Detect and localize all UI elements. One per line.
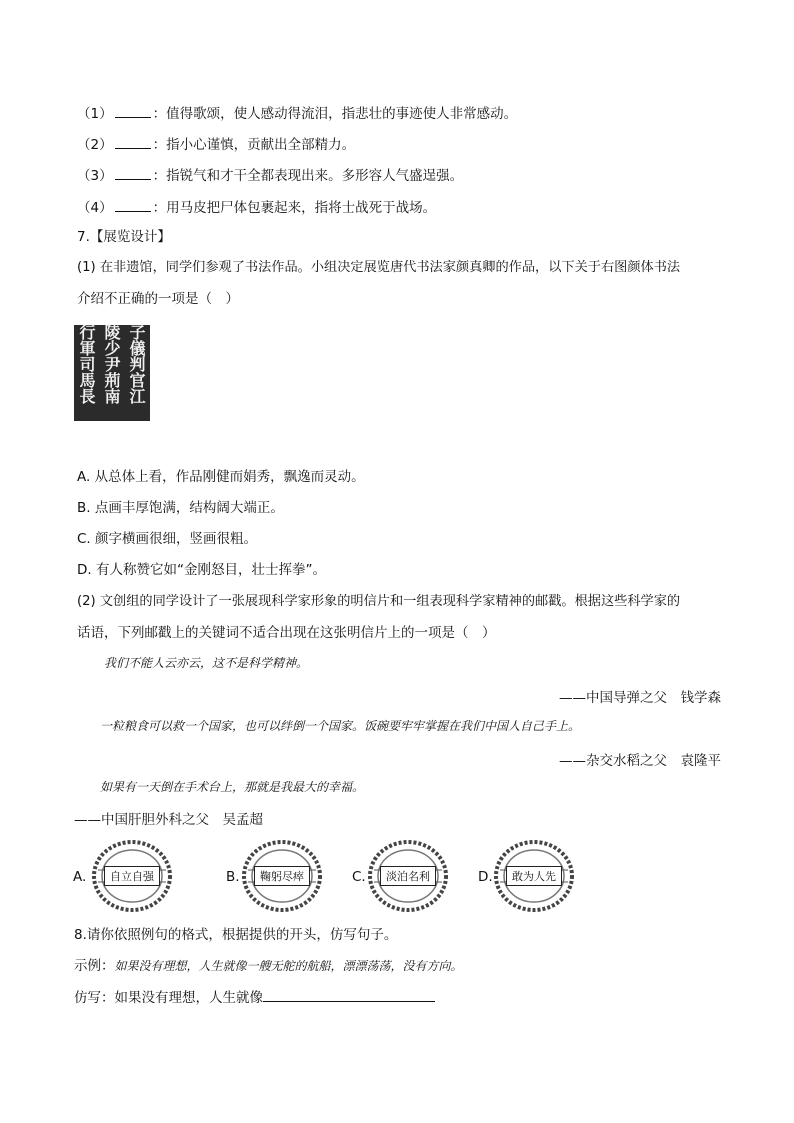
quote-3-source: ——中国肝胆外科之父 吴孟超 xyxy=(74,812,263,828)
stamp-keyword: 自立自强 xyxy=(104,866,160,886)
postmark-stamp-a[interactable] xyxy=(90,838,174,914)
answer-blank[interactable] xyxy=(115,197,151,212)
calligraphy-image: 子 儀 判 官 江 陵 少 尹 荊 南 行 軍 司 馬 長 xyxy=(74,325,150,421)
stamp-keyword: 敢为人先 xyxy=(506,866,562,886)
quote-1: 我们不能人云亦云，这不是科学精神。 xyxy=(104,656,309,670)
stamp-b-label: B. xyxy=(226,869,240,885)
stamp-d-label: D. xyxy=(478,869,493,885)
quote-2-source: ——杂交水稻之父 袁隆平 xyxy=(559,753,721,769)
postmark-stamp-d[interactable] xyxy=(492,838,576,914)
answer-blank[interactable] xyxy=(115,103,151,118)
q7-part2-line2: 话语，下列邮戳上的关键词不适合出现在这张明信片上的一项是（ ） xyxy=(77,625,496,641)
stamp-keyword: 淡泊名利 xyxy=(380,866,436,886)
postmark-stamp-b[interactable] xyxy=(240,838,324,914)
q7-part1-line1: (1) 在非遗馆，同学们参观了书法作品。小组决定展览唐代书法家颜真卿的作品，以下关于右图颜体书法 xyxy=(77,260,681,275)
definition-1: （1） ：值得歌颂，使人感动得流泪，指悲壮的事迹使人非常感动。 xyxy=(77,103,517,124)
definition-4: （4） ：用马皮把尸体包裹起来，指将士战死于战场。 xyxy=(77,197,436,218)
q7-part2-line1: (2) 文创组的同学设计了一张展现科学家形象的明信片和一组表现科学家精神的邮戳。根据这些科学家的 xyxy=(77,594,681,609)
q7-option-a: A. 从总体上看，作品刚健而娟秀，飘逸而灵动。 xyxy=(77,469,365,485)
stamp-a-label: A. xyxy=(73,869,87,885)
q7-option-d: D. 有人称赞它如“金刚怒目，壮士挥拳”。 xyxy=(77,562,326,578)
answer-blank[interactable] xyxy=(263,987,435,1002)
q7-option-b: B. 点画丰厚饱满，结构阔大端正。 xyxy=(77,500,284,516)
question-7-title: 7.【展览设计】 xyxy=(77,229,171,245)
stamp-c-label: C. xyxy=(352,869,366,885)
answer-blank[interactable] xyxy=(115,134,151,149)
answer-blank[interactable] xyxy=(115,165,151,180)
q7-option-c: C. 颜字横画很细，竖画很粗。 xyxy=(77,531,258,547)
quote-3: 如果有一天倒在手术台上，那就是我最大的幸福。 xyxy=(100,780,365,794)
q7-part1-line2: 介绍不正确的一项是（ ） xyxy=(77,291,239,307)
q8-example: 示例：如果没有理想，人生就像一艘无舵的航船，漂漂荡荡，没有方向。 xyxy=(74,958,463,974)
postmark-stamp-c[interactable] xyxy=(366,838,450,914)
definition-2: （2） ：指小心谨慎，贡献出全部精力。 xyxy=(77,134,355,155)
q8-imitate: 仿写：如果没有理想，人生就像 xyxy=(74,987,435,1008)
definition-3: （3） ：指锐气和才干全都表现出来。多形容人气盛逞强。 xyxy=(77,165,463,186)
quote-2: 一粒粮食可以救一个国家，也可以绊倒一个国家。饭碗要牢牢掌握在我们中国人自己手上。 xyxy=(100,719,581,733)
question-8-title: 8.请你依照例句的格式，根据提供的开头，仿写句子。 xyxy=(74,927,398,943)
stamp-keyword: 鞠躬尽瘁 xyxy=(254,866,310,886)
quote-1-source: ——中国导弹之父 钱学森 xyxy=(559,690,721,706)
